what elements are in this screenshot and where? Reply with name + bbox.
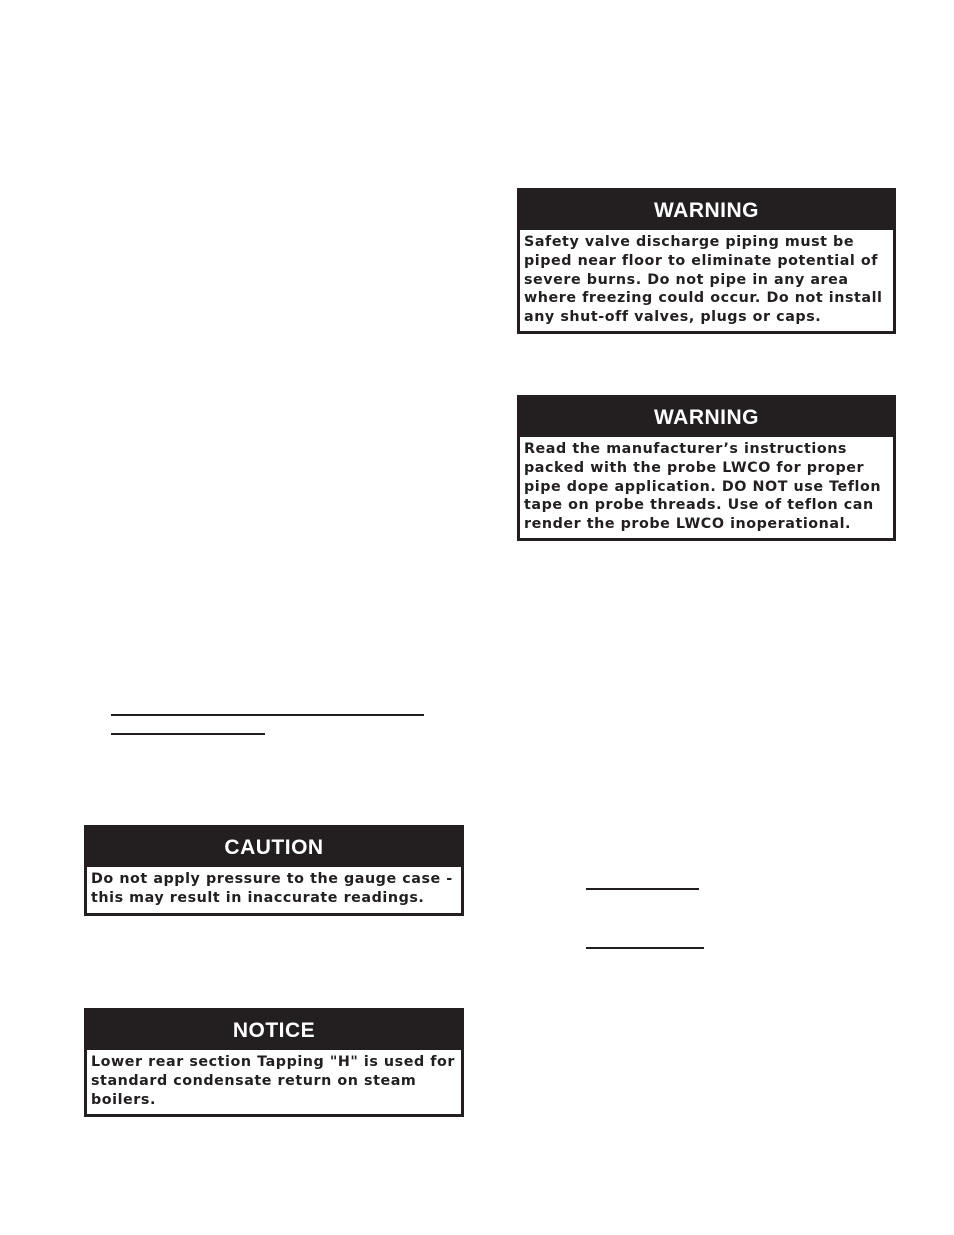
notice-text: Lower rear section Tapping "H" is used for standard condensate return on steam boilers.	[91, 1054, 456, 1108]
underline-rule	[111, 733, 265, 735]
warning-text: Safety valve discharge piping must be piped near floor to eliminate potential of severe burns. Do not pipe in any area where freezing could occur. Do not install any shut-off valves, plugs or caps.	[524, 234, 883, 326]
warning-box-probe-lwco	[517, 395, 896, 541]
warning-text: Read the manufacturer’s instructions packed with the probe LWCO for proper pipe dope application. DO NOT use Teflon tape on probe threads. Use of teflon can render the probe LWCO inoperational.	[524, 441, 882, 533]
warning-heading: WARNING	[520, 398, 893, 437]
underline-rule	[586, 888, 699, 890]
caution-text: Do not apply pressure to the gauge case - this may result in inaccurate readings.	[91, 871, 453, 906]
underline-rule	[111, 714, 424, 716]
warning-heading: WARNING	[520, 191, 893, 230]
notice-box-condensate	[84, 1008, 464, 1117]
caution-heading: CAUTION	[87, 828, 461, 867]
notice-heading: NOTICE	[87, 1011, 461, 1050]
warning-box-safety-valve	[517, 188, 896, 334]
caution-box-gauge	[84, 825, 464, 916]
underline-rule	[586, 947, 704, 949]
